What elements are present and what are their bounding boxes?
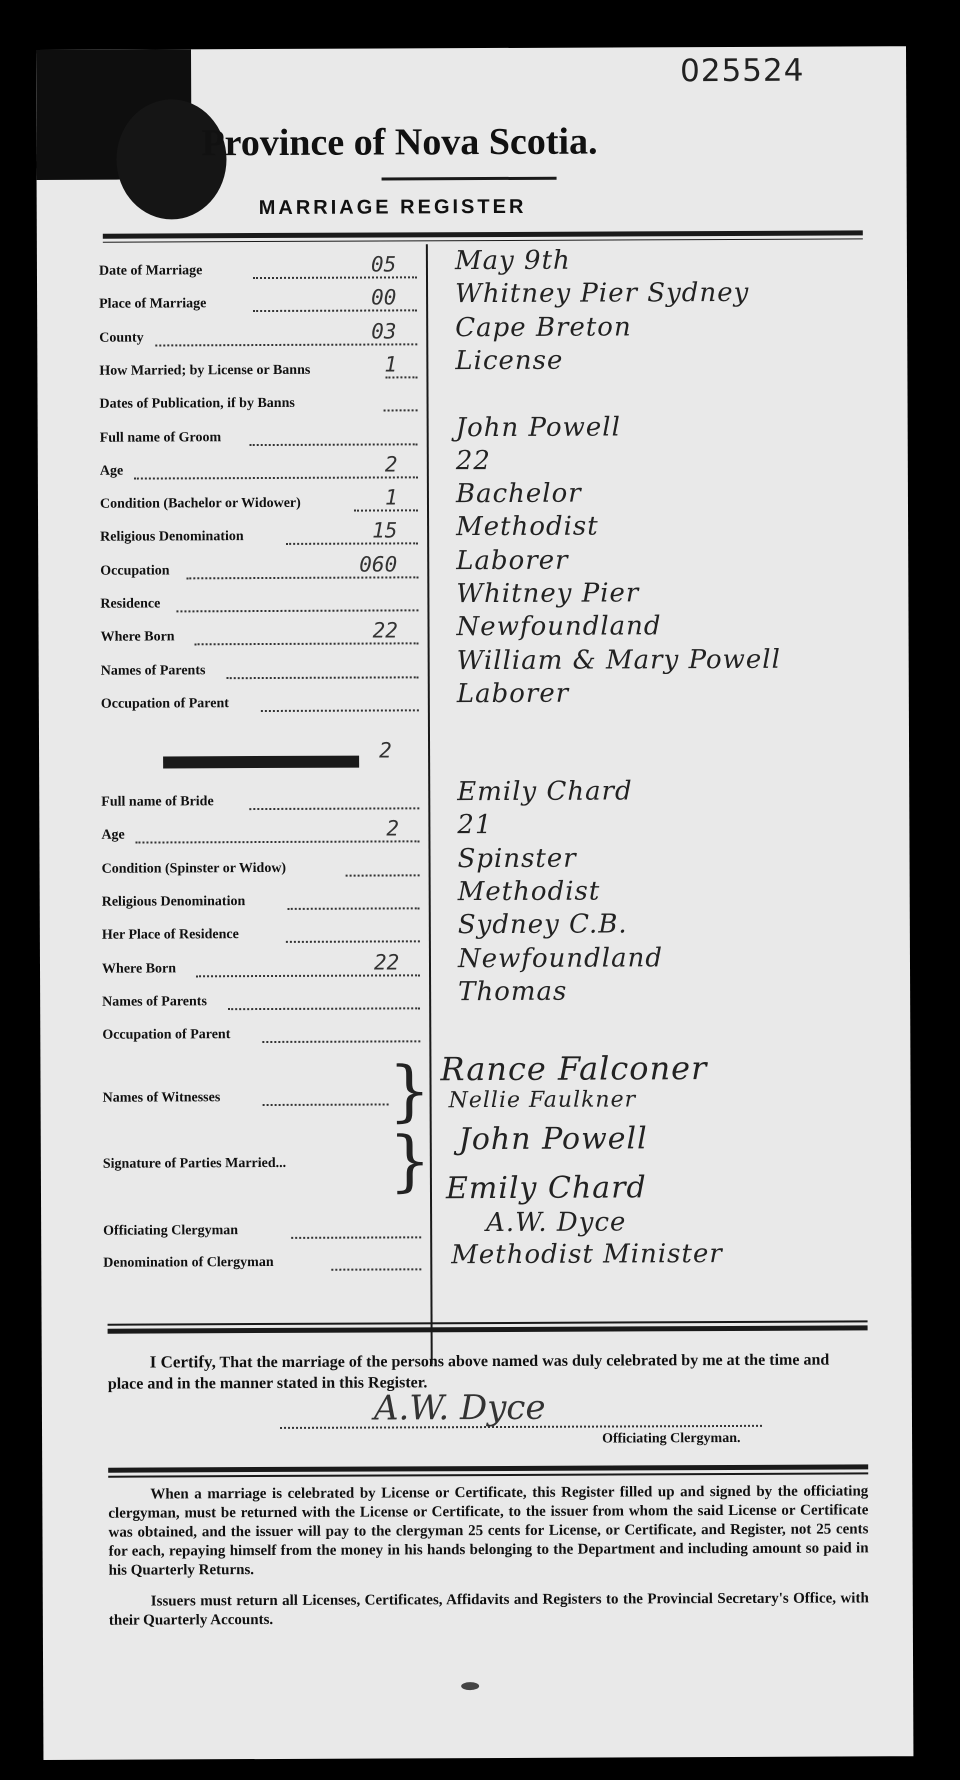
officiating-clergyman-value: A.W. Dyce [486, 1207, 627, 1239]
witness-1: Rance Falconer [440, 1049, 708, 1089]
bride-0-label: Full name of Bride [101, 794, 214, 810]
groom-6-value: 22 [455, 445, 491, 476]
top-rule-thick [103, 230, 863, 238]
register-form [36, 46, 913, 1760]
witnesses-brace: } [388, 1052, 431, 1130]
clergy-denomination-label: Denomination of Clergyman [103, 1254, 274, 1271]
groom-0-code: 05 [370, 252, 397, 277]
groom-10-leader [176, 609, 418, 612]
groom-7-code: 1 [384, 485, 398, 510]
groom-4-leader [384, 410, 418, 412]
form-title: Province of Nova Scotia. [201, 120, 598, 165]
groom-8-value: Methodist [456, 511, 599, 543]
bride-3-label: Religious Denomination [101, 893, 246, 910]
groom-10-label: Residence [100, 596, 161, 612]
groom-9-code: 060 [359, 552, 398, 577]
groom-7-leader [354, 509, 418, 511]
groom-5-label: Full name of Groom [99, 429, 222, 446]
bride-2-leader [346, 874, 420, 876]
bride-2-label: Condition (Spinster or Widow) [101, 860, 287, 877]
groom-8-code: 15 [372, 518, 398, 543]
officiating-leader [291, 1236, 421, 1239]
groom-0-value: May 9th [454, 245, 571, 277]
clergy-signature: A.W. Dyce [373, 1387, 546, 1429]
groom-5-leader [250, 443, 418, 446]
bride-7-leader [262, 1040, 420, 1043]
bride-3-value: Methodist [457, 876, 601, 908]
groom-0-leader [253, 276, 417, 279]
instructions-paragraph-2: Issuers must return all Licenses, Certificates, Affidavits and Registers to the Provincial Secretary's Office, with their Quarterly Accounts. [108, 1590, 869, 1629]
groom-13-label: Occupation of Parent [100, 696, 229, 712]
bride-3-leader [288, 907, 420, 910]
bride-1-value: 21 [457, 810, 493, 841]
groom-0-label: Date of Marriage [98, 263, 203, 279]
witness-2: Nellie Faulkner [448, 1087, 637, 1114]
groom-1-label: Place of Marriage [99, 296, 207, 313]
groom-2-value: Cape Breton [455, 311, 632, 343]
groom-6-leader [134, 476, 418, 479]
groom-2-code: 03 [371, 319, 397, 344]
groom-7-value: Bachelor [455, 478, 582, 510]
groom-13-value: Laborer [456, 678, 570, 710]
groom-11-value: Newfoundland [456, 611, 662, 643]
bride-6-value: Thomas [458, 976, 568, 1007]
bride-6-leader [228, 1007, 420, 1010]
bride-1-label: Age [101, 827, 125, 844]
clergy-denomination-leader [331, 1268, 421, 1270]
paper-smudge [461, 1682, 479, 1690]
certify-lead: I Certify, [149, 1352, 216, 1372]
bride-2-value: Spinster [457, 843, 577, 874]
divider-code: 2 [379, 738, 392, 763]
certify-rule-2 [108, 1325, 868, 1333]
witnesses-leader [263, 1103, 389, 1106]
groom-13-leader [261, 709, 419, 712]
title-underline [382, 177, 557, 181]
groom-5-value: John Powell [455, 411, 621, 443]
officiating-clergyman-label: Officiating Clergyman [103, 1223, 239, 1239]
groom-6-code: 2 [384, 452, 398, 477]
groom-6-label: Age [99, 463, 124, 479]
instructions-paragraph-1: When a marriage is celebrated by License or Certificate, this Register filled up and signed by the officiating clergyman, must be returned with the License or Certificate, to the issuer from whom the said License or Certificate was obtained, and the issuer will pay to the clergyman 25 cents for License, or Certificate, and Register, not 25 cents for each, repaying himself from the money in his hands belonging to the Department and including amount so paid in his Quarterly Returns. [108, 1483, 869, 1579]
form-subtitle: MARRIAGE REGISTER [258, 195, 527, 220]
groom-11-code: 22 [372, 618, 398, 643]
bride-4-label: Her Place of Residence [101, 927, 239, 943]
groom-11-leader [195, 643, 419, 646]
bride-4-value: Sydney C.B. [457, 909, 628, 941]
witnesses-label: Names of Witnesses [102, 1090, 221, 1106]
instructions-rule-1 [108, 1464, 868, 1472]
top-rule-thin [103, 238, 863, 242]
bride-4-leader [286, 941, 420, 944]
groom-8-leader [286, 543, 418, 546]
bride-6-label: Names of Parents [102, 994, 207, 1010]
groom-2-label: County [99, 330, 144, 346]
groom-3-label: How Married; by License or Banns [99, 362, 311, 379]
groom-2-leader [155, 343, 417, 346]
bride-0-leader [249, 807, 419, 810]
section-divider-bar [163, 756, 359, 769]
groom-12-leader [227, 676, 419, 679]
groom-12-value: William & Mary Powell [456, 644, 781, 676]
groom-9-value: Laborer [456, 545, 569, 576]
bride-5-value: Newfoundland [457, 942, 664, 974]
groom-3-value: License [455, 345, 564, 377]
officiating-clergyman-caption: Officiating Clergyman. [602, 1430, 741, 1447]
groom-10-value: Whitney Pier [456, 578, 640, 610]
signatures-label: Signature of Parties Married... [102, 1155, 287, 1172]
stamp-number: 025524 [680, 52, 805, 90]
instructions [108, 1482, 869, 1630]
signatures-brace: } [388, 1122, 432, 1200]
groom-12-label: Names of Parents [100, 662, 206, 679]
bride-1-leader [135, 841, 419, 844]
bride-1-code: 2 [386, 816, 400, 841]
groom-3-leader [385, 376, 417, 378]
groom-1-leader [253, 310, 417, 313]
bride-7-label: Occupation of Parent [102, 1027, 231, 1043]
groom-1-value: Whitney Pier Sydney [455, 278, 750, 310]
bride-5-label: Where Born [101, 960, 177, 977]
clergy-denomination-value: Methodist Minister [451, 1239, 723, 1271]
bride-5-code: 22 [373, 949, 400, 975]
groom-4-label: Dates of Publication, if by Banns [99, 396, 295, 412]
certify-text: That the marriage of the persons above named was duly celebrated by me at the time and place and in the manner stated in this Register. [107, 1351, 830, 1393]
signature-bride: Emily Chard [445, 1170, 647, 1207]
groom-9-label: Occupation [100, 563, 170, 579]
groom-3-code: 1 [384, 352, 398, 377]
groom-11-label: Where Born [100, 629, 175, 646]
groom-9-leader [186, 576, 418, 579]
groom-7-label: Condition (Bachelor or Widower) [99, 495, 301, 512]
groom-8-label: Religious Denomination [100, 529, 244, 546]
bride-5-leader [196, 974, 420, 977]
signature-groom: John Powell [458, 1121, 648, 1158]
bride-0-value: Emily Chard [457, 776, 633, 808]
groom-1-code: 00 [371, 285, 397, 310]
instructions-rule-2 [108, 1472, 868, 1477]
